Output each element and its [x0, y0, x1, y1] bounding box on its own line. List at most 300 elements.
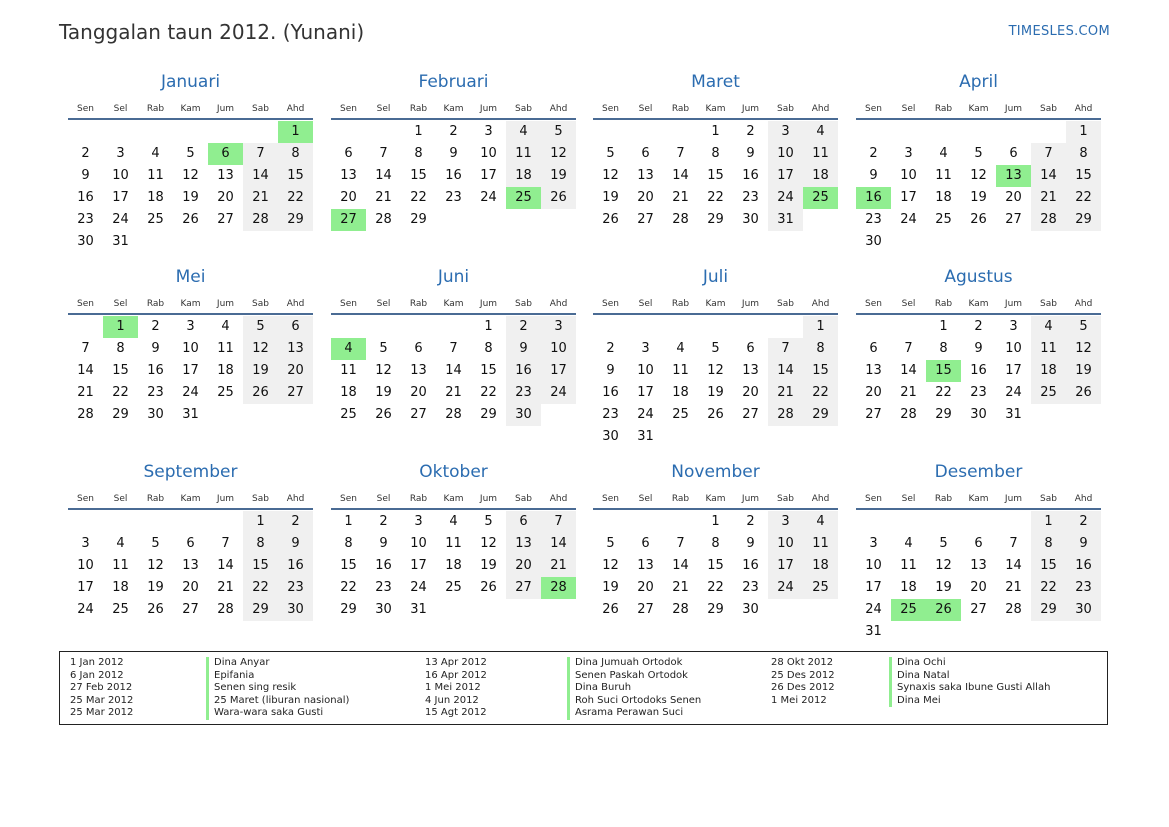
day-cell: 11: [935, 168, 952, 183]
day-cell: 22: [112, 385, 129, 400]
day-cell: 23: [742, 580, 759, 595]
day-cell: 29: [340, 602, 357, 617]
day-cell: 23: [865, 212, 882, 227]
day-cell: 12: [243, 338, 278, 360]
day-cell: 23: [278, 577, 313, 599]
weekday-header: Sab: [1040, 104, 1057, 114]
day-cell: 18: [112, 580, 129, 595]
day-cell: 9: [379, 536, 388, 551]
month-divider: [68, 508, 313, 510]
day-cell: 26: [147, 602, 164, 617]
day-cell: 11: [217, 341, 234, 356]
weekday-header: Sel: [113, 494, 128, 504]
month-block: [593, 72, 838, 267]
day-cell: 30: [77, 234, 94, 249]
weekday-header: Ahd: [1074, 299, 1093, 309]
weekday-header: Sab: [252, 104, 269, 114]
weekday-header: Sel: [901, 494, 916, 504]
weekday-header: Rab: [146, 104, 165, 114]
site-link[interactable]: TIMESLES.COM: [1008, 24, 1110, 39]
day-cell: 10: [637, 363, 654, 378]
day-cell: 21: [445, 385, 462, 400]
day-cell: 21: [672, 580, 689, 595]
day-cell: 28: [900, 407, 917, 422]
day-cell: 8: [939, 341, 948, 356]
day-cell: 20: [217, 190, 234, 205]
weekday-header: Sen: [865, 104, 882, 114]
day-cell: 3: [484, 124, 493, 139]
day-cell: 28: [77, 407, 94, 422]
day-cell: 16: [1066, 555, 1101, 577]
legend-date: 25 Des 2012: [771, 669, 835, 681]
day-cell: 30: [602, 429, 619, 444]
day-cell: 15: [112, 363, 129, 378]
weekday-header: Ahd: [811, 494, 830, 504]
weekday-header: Sab: [777, 104, 794, 114]
day-cell: 18: [672, 385, 689, 400]
month-name: Juli: [702, 267, 729, 287]
month-name: September: [143, 462, 238, 482]
weekday-header: Ahd: [286, 494, 305, 504]
day-cell: 23: [506, 382, 541, 404]
day-cell: 4: [221, 319, 230, 334]
weekday-header: Jum: [216, 104, 235, 114]
day-cell: 17: [182, 363, 199, 378]
day-cell: 23: [147, 385, 164, 400]
legend-holiday-name: Senen sing resik: [206, 682, 349, 695]
day-cell: 19: [935, 580, 952, 595]
day-cell: 8: [278, 143, 313, 165]
calendar-grid: [68, 72, 1102, 640]
day-cell: 7: [768, 338, 803, 360]
day-cell: 9: [746, 536, 755, 551]
day-cell: 18: [803, 555, 838, 577]
day-cell: 4: [449, 514, 458, 529]
weekday-header: Kam: [705, 299, 726, 309]
day-cell: 3: [869, 536, 878, 551]
day-cell: 7: [379, 146, 388, 161]
month-block: [331, 72, 576, 267]
legend-date: 4 Jun 2012: [425, 694, 479, 706]
day-cell: 5: [484, 514, 493, 529]
weekday-header: Ahd: [811, 299, 830, 309]
day-cell: 21: [243, 187, 278, 209]
day-cell: 1: [243, 511, 278, 533]
day-cell: 16: [506, 360, 541, 382]
day-cell: 27: [865, 407, 882, 422]
day-cell: 17: [410, 558, 427, 573]
day-cell: 2: [151, 319, 160, 334]
day-cell: 14: [900, 363, 917, 378]
day-cell: 8: [1031, 533, 1066, 555]
day-cell: 30: [375, 602, 392, 617]
weekday-header: Ahd: [1074, 494, 1093, 504]
holiday-day-cell: 15: [926, 360, 961, 382]
day-cell: 2: [506, 316, 541, 338]
legend-date: 6 Jan 2012: [70, 669, 124, 681]
weekday-header: Rab: [934, 104, 953, 114]
legend-date: 25 Mar 2012: [70, 707, 134, 719]
day-cell: 13: [410, 363, 427, 378]
day-cell: 30: [1066, 599, 1101, 621]
month-divider: [593, 508, 838, 510]
holiday-day-cell: 25: [506, 187, 541, 209]
day-cell: 26: [541, 187, 576, 209]
day-cell: 29: [1031, 599, 1066, 621]
day-cell: 1: [344, 514, 353, 529]
day-cell: 20: [410, 385, 427, 400]
day-cell: 9: [506, 338, 541, 360]
weekday-header: Sen: [77, 494, 94, 504]
weekday-header: Rab: [934, 299, 953, 309]
day-cell: 1: [1066, 121, 1101, 143]
day-cell: 11: [112, 558, 129, 573]
day-cell: 1: [484, 319, 493, 334]
day-cell: 16: [742, 558, 759, 573]
month-divider: [593, 313, 838, 315]
day-cell: 21: [541, 555, 576, 577]
weekday-header: Sen: [77, 299, 94, 309]
weekday-header: Rab: [409, 494, 428, 504]
day-cell: 7: [1031, 143, 1066, 165]
day-cell: 14: [1031, 165, 1066, 187]
weekday-header: Kam: [968, 299, 989, 309]
weekday-header: Kam: [180, 299, 201, 309]
weekday-header: Jum: [1004, 104, 1023, 114]
day-cell: 2: [974, 319, 983, 334]
day-cell: 5: [541, 121, 576, 143]
day-cell: 31: [112, 234, 129, 249]
day-cell: 2: [278, 511, 313, 533]
day-cell: 26: [375, 407, 392, 422]
holiday-day-cell: 1: [278, 121, 313, 143]
day-cell: 3: [904, 146, 913, 161]
weekday-header: Sel: [376, 299, 391, 309]
day-cell: 20: [340, 190, 357, 205]
day-cell: 18: [1031, 360, 1066, 382]
day-cell: 2: [869, 146, 878, 161]
day-cell: 26: [243, 382, 278, 404]
day-cell: 29: [707, 212, 724, 227]
day-cell: 3: [768, 121, 803, 143]
day-cell: 25: [217, 385, 234, 400]
weekday-header: Ahd: [286, 104, 305, 114]
day-cell: 6: [414, 341, 423, 356]
day-cell: 8: [803, 338, 838, 360]
day-cell: 21: [375, 190, 392, 205]
day-cell: 10: [1005, 341, 1022, 356]
day-cell: 26: [602, 212, 619, 227]
day-cell: 24: [900, 212, 917, 227]
day-cell: 2: [1066, 511, 1101, 533]
holiday-day-cell: 13: [996, 165, 1031, 187]
day-cell: 19: [147, 580, 164, 595]
day-cell: 26: [1066, 382, 1101, 404]
day-cell: 14: [541, 533, 576, 555]
weekday-header: Sel: [901, 299, 916, 309]
weekday-header: Rab: [146, 299, 165, 309]
day-cell: 13: [637, 558, 654, 573]
day-cell: 12: [182, 168, 199, 183]
day-cell: 6: [641, 146, 650, 161]
month-block: [331, 267, 576, 462]
day-cell: 15: [1066, 165, 1101, 187]
weekday-header: Rab: [934, 494, 953, 504]
day-cell: 11: [803, 143, 838, 165]
legend-holiday-name: Dina Mei: [889, 695, 1050, 708]
day-cell: 27: [637, 212, 654, 227]
legend-date: 26 Des 2012: [771, 682, 835, 694]
day-cell: 9: [151, 341, 160, 356]
day-cell: 17: [865, 580, 882, 595]
day-cell: 13: [182, 558, 199, 573]
day-cell: 21: [1031, 187, 1066, 209]
day-cell: 20: [865, 385, 882, 400]
day-cell: 17: [768, 165, 803, 187]
month-divider: [856, 118, 1101, 120]
day-cell: 1: [711, 124, 720, 139]
day-cell: 17: [77, 580, 94, 595]
month-divider: [593, 118, 838, 120]
day-cell: 3: [116, 146, 125, 161]
day-cell: 23: [970, 385, 987, 400]
day-cell: 24: [182, 385, 199, 400]
day-cell: 13: [637, 168, 654, 183]
day-cell: 23: [375, 580, 392, 595]
day-cell: 4: [904, 536, 913, 551]
month-name: Maret: [691, 72, 740, 92]
day-cell: 7: [221, 536, 230, 551]
day-cell: 9: [606, 363, 615, 378]
month-block: [593, 267, 838, 462]
legend-date: 28 Okt 2012: [771, 657, 834, 668]
holiday-day-cell: 28: [541, 577, 576, 599]
day-cell: 26: [970, 212, 987, 227]
day-cell: 5: [711, 341, 720, 356]
day-cell: 5: [606, 536, 615, 551]
day-cell: 14: [375, 168, 392, 183]
day-cell: 6: [1009, 146, 1018, 161]
day-cell: 24: [865, 602, 882, 617]
day-cell: 29: [1066, 209, 1101, 231]
day-cell: 24: [410, 580, 427, 595]
month-divider: [331, 508, 576, 510]
day-cell: 10: [480, 146, 497, 161]
month-divider: [68, 118, 313, 120]
day-cell: 14: [217, 558, 234, 573]
day-cell: 6: [746, 341, 755, 356]
weekday-header: Sab: [1040, 299, 1057, 309]
day-cell: 12: [707, 363, 724, 378]
weekday-header: Ahd: [549, 299, 568, 309]
day-cell: 31: [410, 602, 427, 617]
day-cell: 31: [182, 407, 199, 422]
day-cell: 28: [1005, 602, 1022, 617]
day-cell: 12: [375, 363, 392, 378]
legend-holiday-name: Senen Paskah Ortodok: [567, 670, 701, 683]
legend-holiday-name: Dina Jumuah Ortodok: [567, 657, 701, 670]
day-cell: 12: [541, 143, 576, 165]
holiday-day-cell: 25: [803, 187, 838, 209]
day-cell: 22: [243, 577, 278, 599]
day-cell: 17: [1005, 363, 1022, 378]
day-cell: 9: [449, 146, 458, 161]
day-cell: 11: [1031, 338, 1066, 360]
weekday-header: Sel: [113, 104, 128, 114]
day-cell: 27: [1005, 212, 1022, 227]
day-cell: 8: [1066, 143, 1101, 165]
day-cell: 7: [541, 511, 576, 533]
month-divider: [856, 313, 1101, 315]
day-cell: 10: [865, 558, 882, 573]
day-cell: 12: [935, 558, 952, 573]
day-cell: 15: [243, 555, 278, 577]
day-cell: 30: [742, 212, 759, 227]
day-cell: 5: [939, 536, 948, 551]
day-cell: 13: [970, 558, 987, 573]
day-cell: 10: [768, 533, 803, 555]
weekday-header: Ahd: [286, 299, 305, 309]
day-cell: 25: [935, 212, 952, 227]
legend-date: 1 Mei 2012: [425, 682, 481, 694]
day-cell: 31: [637, 429, 654, 444]
day-cell: 7: [243, 143, 278, 165]
month-name: Mei: [175, 267, 206, 287]
day-cell: 31: [865, 624, 882, 639]
day-cell: 4: [676, 341, 685, 356]
weekday-header: Jum: [479, 299, 498, 309]
day-cell: 6: [641, 536, 650, 551]
day-cell: 23: [445, 190, 462, 205]
day-cell: 18: [217, 363, 234, 378]
day-cell: 25: [672, 407, 689, 422]
month-block: [68, 462, 313, 657]
day-cell: 23: [1066, 577, 1101, 599]
day-cell: 3: [81, 536, 90, 551]
day-cell: 3: [541, 316, 576, 338]
day-cell: 14: [243, 165, 278, 187]
legend-date: 25 Mar 2012: [70, 694, 134, 706]
weekday-header: Sel: [376, 494, 391, 504]
day-cell: 30: [147, 407, 164, 422]
day-cell: 11: [506, 143, 541, 165]
day-cell: 6: [278, 316, 313, 338]
weekday-header: Jum: [216, 299, 235, 309]
day-cell: 18: [340, 385, 357, 400]
weekday-header: Jum: [741, 299, 760, 309]
day-cell: 12: [147, 558, 164, 573]
day-cell: 24: [541, 382, 576, 404]
day-cell: 22: [1031, 577, 1066, 599]
day-cell: 13: [506, 533, 541, 555]
legend-date: 27 Feb 2012: [70, 682, 133, 694]
day-cell: 17: [637, 385, 654, 400]
day-cell: 8: [711, 536, 720, 551]
day-cell: 10: [77, 558, 94, 573]
day-cell: 9: [81, 168, 90, 183]
day-cell: 7: [676, 536, 685, 551]
weekday-header: Ahd: [811, 104, 830, 114]
day-cell: 15: [803, 360, 838, 382]
weekday-header: Sab: [252, 494, 269, 504]
weekday-header: Sab: [1040, 494, 1057, 504]
day-cell: 11: [672, 363, 689, 378]
weekday-header: Jum: [1004, 494, 1023, 504]
day-cell: 29: [243, 599, 278, 621]
day-cell: 10: [900, 168, 917, 183]
day-cell: 15: [480, 363, 497, 378]
weekday-header: Sen: [602, 104, 619, 114]
day-cell: 19: [970, 190, 987, 205]
day-cell: 27: [506, 577, 541, 599]
day-cell: 14: [768, 360, 803, 382]
month-block: [331, 462, 576, 657]
weekday-header: Kam: [443, 104, 464, 114]
day-cell: 25: [112, 602, 129, 617]
day-cell: 14: [1005, 558, 1022, 573]
day-cell: 28: [243, 209, 278, 231]
weekday-header: Sen: [340, 494, 357, 504]
day-cell: 10: [410, 536, 427, 551]
weekday-header: Jum: [479, 104, 498, 114]
day-cell: 29: [480, 407, 497, 422]
legend-holiday-name: Dina Natal: [889, 670, 1050, 683]
day-cell: 16: [77, 190, 94, 205]
day-cell: 18: [803, 165, 838, 187]
day-cell: 5: [974, 146, 983, 161]
day-cell: 24: [637, 407, 654, 422]
day-cell: 7: [81, 341, 90, 356]
holiday-day-cell: 25: [891, 599, 926, 621]
day-cell: 18: [445, 558, 462, 573]
day-cell: 22: [803, 382, 838, 404]
day-cell: 11: [147, 168, 164, 183]
day-cell: 25: [340, 407, 357, 422]
day-cell: 14: [672, 558, 689, 573]
day-cell: 29: [112, 407, 129, 422]
legend-date: 1 Jan 2012: [70, 657, 124, 668]
day-cell: 14: [77, 363, 94, 378]
day-cell: 19: [480, 558, 497, 573]
legend-holiday-name: Asrama Perawan Suci: [567, 707, 701, 720]
day-cell: 16: [970, 363, 987, 378]
legend-date: 1 Mei 2012: [771, 694, 827, 706]
day-cell: 7: [676, 146, 685, 161]
day-cell: 29: [410, 212, 427, 227]
day-cell: 3: [1009, 319, 1018, 334]
weekday-header: Jum: [479, 494, 498, 504]
day-cell: 4: [1031, 316, 1066, 338]
weekday-header: Sen: [602, 299, 619, 309]
day-cell: 6: [344, 146, 353, 161]
day-cell: 9: [1066, 533, 1101, 555]
day-cell: 5: [151, 536, 160, 551]
day-cell: 19: [243, 360, 278, 382]
month-block: [68, 72, 313, 267]
day-cell: 17: [112, 190, 129, 205]
day-cell: 27: [410, 407, 427, 422]
day-cell: 6: [869, 341, 878, 356]
day-cell: 21: [217, 580, 234, 595]
day-cell: 30: [742, 602, 759, 617]
weekday-header: Sel: [638, 494, 653, 504]
month-block: [593, 462, 838, 657]
legend-holiday-name: Dina Buruh: [567, 682, 701, 695]
day-cell: 21: [1005, 580, 1022, 595]
day-cell: 10: [112, 168, 129, 183]
day-cell: 14: [445, 363, 462, 378]
day-cell: 24: [112, 212, 129, 227]
